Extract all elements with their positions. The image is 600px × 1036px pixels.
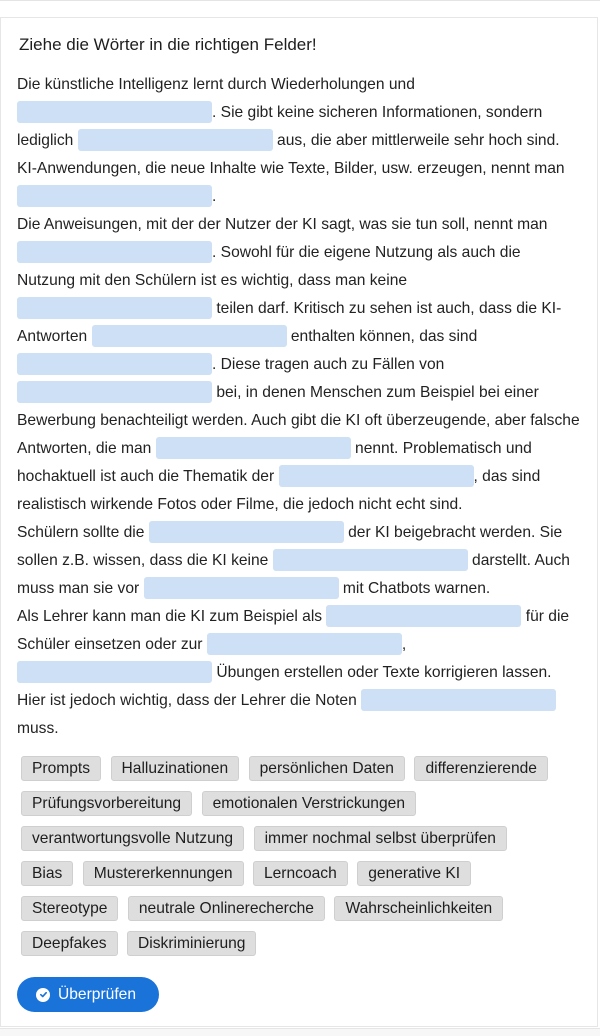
- text-segment: darstellt. Auch muss man sie vor: [17, 552, 570, 597]
- task-title: Ziehe die Wörter in die richtigen Felder!: [19, 35, 317, 54]
- text-segment: Hier ist jedoch wichtig, dass der Lehrer die Noten: [17, 692, 362, 709]
- draggable-word[interactable]: persönlichen Daten: [249, 756, 405, 781]
- draggable-word[interactable]: emotionalen Verstrickungen: [202, 791, 416, 816]
- text-segment: . Sowohl für die eigene Nutzung als auch die Nutzung mit den Schülern ist es wichtig, dass man keine: [17, 244, 521, 289]
- draggable-word[interactable]: neutrale Onlinerecherche: [128, 896, 325, 921]
- check-circle-icon: [36, 988, 50, 1002]
- drop-zone-9[interactable]: [156, 437, 351, 459]
- text-segment: teilen darf. Kritisch zu sehen ist auch, dass die KI-Antworten: [17, 300, 562, 345]
- draggable-word[interactable]: immer nochmal selbst überprüfen: [254, 826, 507, 851]
- drop-zone-8[interactable]: [17, 381, 212, 403]
- drop-zone-1[interactable]: [17, 101, 212, 123]
- drop-zone-3[interactable]: [17, 185, 212, 207]
- drop-zone-15[interactable]: [207, 633, 402, 655]
- drop-zone-4[interactable]: [17, 241, 212, 263]
- drop-zone-17[interactable]: [361, 689, 556, 711]
- word-bank: [21, 756, 581, 966]
- cloze-text: [17, 71, 583, 743]
- draggable-word[interactable]: Prompts: [21, 756, 101, 781]
- draggable-word[interactable]: Prüfungsvorbereitung: [21, 791, 192, 816]
- text-segment: . Sie gibt keine sicheren Informationen, sondern lediglich: [17, 104, 543, 149]
- drop-zone-14[interactable]: [326, 605, 521, 627]
- text-segment: Schülern sollte die: [17, 524, 149, 541]
- text-segment: nennt. Problematisch und hochaktuell ist auch die Thematik der: [17, 440, 532, 485]
- check-button[interactable]: [17, 977, 159, 1012]
- text-segment: Als Lehrer kann man die KI zum Beispiel als: [17, 608, 327, 625]
- text-segment: der KI beigebracht werden. Sie sollen z.B. wissen, dass die KI keine: [17, 524, 563, 569]
- drop-zone-12[interactable]: [273, 549, 468, 571]
- drop-zone-13[interactable]: [144, 577, 339, 599]
- text-segment: aus, die aber mittlerweile sehr hoch sind. KI-Anwendungen, die neue Inhalte wie Texte, Bilder, usw. erzeugen, nennt man: [17, 132, 565, 177]
- text-segment: , das sind realistisch wirkende Fotos oder Filme, die jedoch nicht echt sind.: [17, 468, 541, 513]
- drop-zone-16[interactable]: [17, 661, 212, 683]
- text-segment: enthalten können, das sind: [286, 328, 478, 345]
- drop-zone-2[interactable]: [78, 129, 273, 151]
- top-divider: [0, 0, 600, 1]
- text-segment: für die Schüler einsetzen oder zur: [17, 608, 570, 653]
- draggable-word[interactable]: Stereotype: [21, 896, 118, 921]
- drop-zone-6[interactable]: [92, 325, 287, 347]
- drop-zone-7[interactable]: [17, 353, 212, 375]
- draggable-word[interactable]: Deepfakes: [21, 931, 118, 956]
- draggable-word[interactable]: Halluzinationen: [111, 756, 240, 781]
- text-segment: bei, in denen Menschen zum Beispiel bei einer Bewerbung benachteiligt werden. Auch gibt die KI oft überzeugende, aber falsche Antworten, die man: [17, 384, 580, 457]
- drop-zone-10[interactable]: [279, 465, 474, 487]
- drop-zone-11[interactable]: [149, 521, 344, 543]
- bottom-divider: [0, 1028, 600, 1036]
- draggable-word[interactable]: Diskriminierung: [127, 931, 256, 956]
- text-segment: Die künstliche Intelligenz lernt durch Wiederholungen und: [17, 76, 415, 93]
- draggable-word[interactable]: verantwortungsvolle Nutzung: [21, 826, 244, 851]
- draggable-word[interactable]: differenzierende: [414, 756, 548, 781]
- draggable-word[interactable]: Bias: [21, 861, 73, 886]
- draggable-word[interactable]: Wahrscheinlichkeiten: [334, 896, 503, 921]
- text-segment: Die Anweisungen, mit der der Nutzer der KI sagt, was sie tun soll, nennt man: [17, 216, 548, 233]
- text-segment: Übungen erstellen oder Texte korrigieren lassen.: [212, 664, 552, 681]
- drop-zone-5[interactable]: [17, 297, 212, 319]
- draggable-word[interactable]: Mustererkennungen: [83, 861, 244, 886]
- draggable-word[interactable]: generative KI: [357, 861, 471, 886]
- text-segment: . Diese tragen auch zu Fällen von: [212, 356, 445, 373]
- draggable-word[interactable]: Lerncoach: [253, 861, 348, 886]
- text-segment: mit Chatbots warnen.: [338, 580, 491, 597]
- text-segment: muss.: [17, 720, 59, 737]
- text-segment: .: [212, 188, 217, 205]
- check-button-label: Überprüfen: [58, 985, 137, 1003]
- text-segment: ,: [401, 636, 407, 653]
